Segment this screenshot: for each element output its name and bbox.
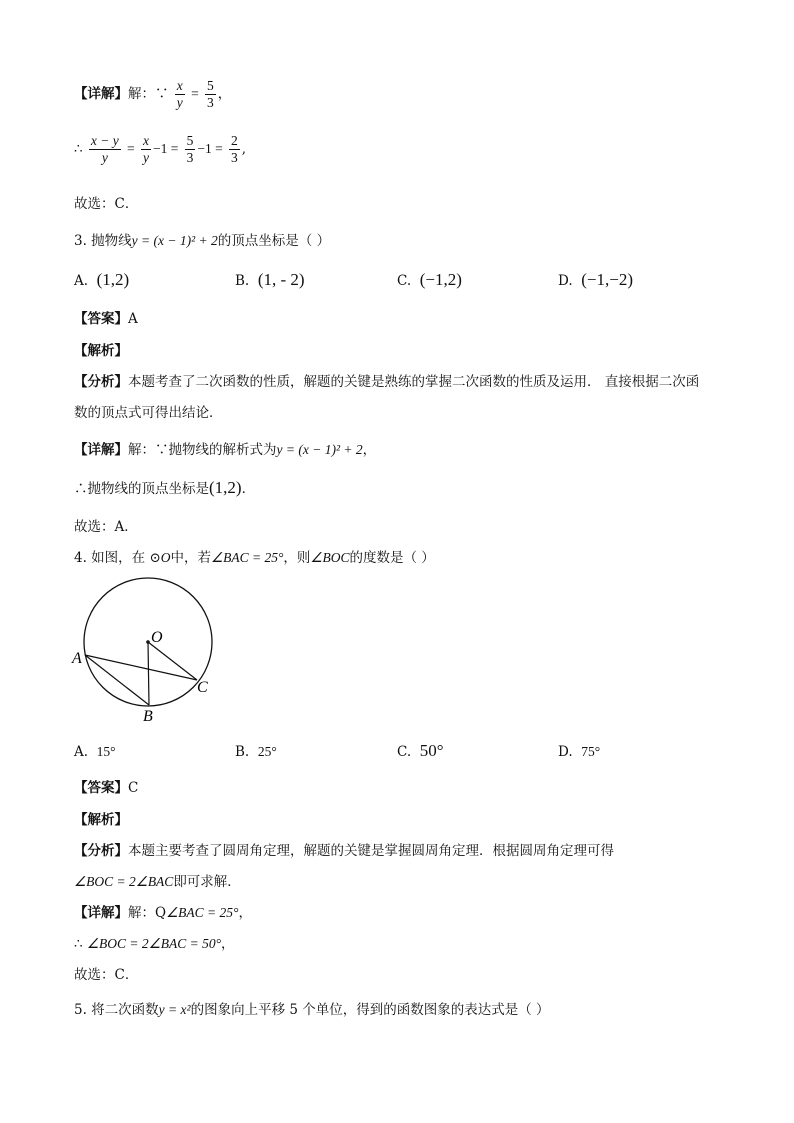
q4-option-a: A. 15° (74, 744, 116, 760)
q2-detail-line2: ∴ $\frac{x - y}{y}$ = $\frac{x}{y}$ −1 = $\frac{5}{3}$ −1 = $\frac{2}{3}$ , (74, 133, 247, 165)
q4-conclusion: 故选：C． (74, 967, 139, 983)
q4-option-d: D. 75° (558, 744, 601, 760)
q4-answer: 【答案】C (74, 780, 139, 796)
q4-therefore: ∴ ∠BOC = 2∠BAC = 50°， (74, 936, 235, 952)
q3-option-d: D. (−1,−2) (558, 270, 633, 289)
q3-analysis-line1: 【分析】本题考查了二次函数的性质，解题的关键是熟练的掌握二次函数的性质及运用． 直接根据二次函 (74, 374, 700, 390)
q4-option-b: B. 25° (235, 744, 277, 760)
q4-option-c: C. 50° (397, 741, 444, 760)
q3-analysis-line2: 数的顶点式可得出结论． (74, 405, 223, 421)
q4-jiexi-label: 【解析】 (74, 812, 128, 828)
q3-option-b: B. (1, - 2) (235, 270, 305, 289)
q2-fraction-5-over-3: $\frac{5}{3}$ (207, 78, 214, 110)
q3-stem-formula: y = (x − 1)² + 2 (131, 233, 218, 248)
q2-detail-label: 【详解】 (74, 86, 128, 102)
q3-option-a: A. (1,2) (74, 270, 130, 289)
segment-ob (148, 642, 149, 705)
q2-conclusion: 故选：C． (74, 196, 139, 212)
q2-detail-prefix: 解：∵ (128, 86, 169, 102)
q3-jiexi-label: 【解析】 (74, 343, 128, 359)
q3-conclusion: 故选：A． (74, 519, 138, 535)
q4-analysis-line1: 【分析】本题主要考查了圆周角定理，解题的关键是掌握圆周角定理．根据圆周角定理可得 (74, 843, 614, 859)
q3-stem: 3. 抛物线y = (x − 1)² + 2的顶点坐标是（ ） (74, 233, 331, 249)
q4-detail: 【详解】解：Q∠BAC = 25°， (74, 905, 252, 921)
q4-analysis-line2: ∠BOC = 2∠BAC即可求解． (74, 874, 241, 890)
label-o: O (151, 629, 163, 646)
q3-answer: 【答案】A (74, 311, 138, 327)
q2-fraction-x-over-y: $\frac{x}{y}$ (176, 78, 183, 110)
label-c: C (197, 679, 208, 696)
q5-stem: 5. 将二次函数y = x²的图象向上平移 5 个单位，得到的函数图象的表达式是（ ） (74, 1002, 550, 1018)
q4-circle-figure (66, 572, 226, 727)
center-point (146, 640, 150, 644)
q2-detail-line1: 【详解】解：∵ $\frac{x}{y}$ = $\frac{5}{3}$ ， (74, 78, 232, 110)
q3-option-c: C. (−1,2) (397, 270, 462, 289)
q3-detail: 【详解】解：∵抛物线的解析式为y = (x − 1)² + 2， (74, 442, 377, 458)
label-b: B (143, 708, 153, 725)
q2-fraction-x-minus-y: $\frac{x - y}{y}$ (90, 133, 119, 165)
q3-therefore: ∴抛物线的顶点坐标是(1,2)． (74, 478, 256, 497)
label-a: A (72, 650, 82, 667)
q4-stem: 4. 如图，在 ⊙O中，若∠BAC = 25°，则∠BOC的度数是（ ） (74, 550, 435, 566)
